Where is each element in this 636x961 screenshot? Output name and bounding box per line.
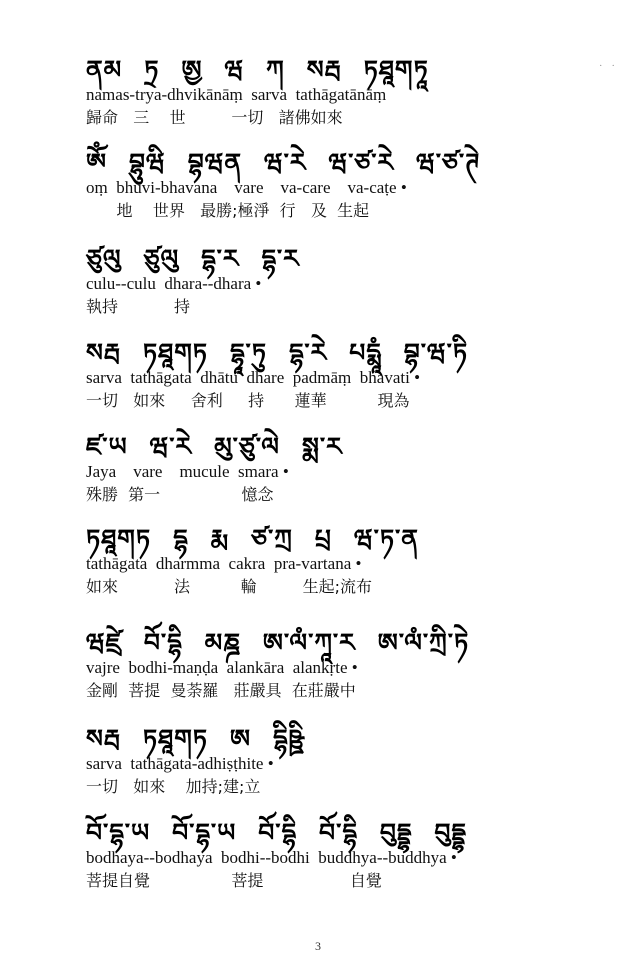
siddham-script-line <box>86 818 566 848</box>
siddham-word: ཝ་ཙ་ཊེ <box>416 148 481 177</box>
siddham-word: པྲ <box>314 524 332 553</box>
siddham-word: ཨ་ལཾ་ཀཱ་ར <box>262 628 356 657</box>
chinese-gloss-line: 一切 如來 舍利 持 蓮華 現為 <box>86 391 410 410</box>
siddham-word: ཏཐཱགཏ <box>86 524 152 553</box>
siddham-word: རྨ <box>210 524 230 553</box>
siddham-word: བོ་དྷ་ཡ <box>172 818 237 847</box>
siddham-word: མཎྜ <box>204 628 241 657</box>
siddham-word: བྷཝན <box>187 148 243 177</box>
siddham-word: སརྦ <box>86 338 121 367</box>
siddham-word: བྷུཝི <box>129 148 166 177</box>
siddham-word: ཀ <box>266 55 285 84</box>
romanized-line: culu--culu dhara--dhara • <box>86 274 262 293</box>
siddham-script-line <box>86 724 566 754</box>
romanized-line: sarva tathāgata-adhiṣṭhite • <box>86 754 274 773</box>
siddham-word: ཨྱ <box>181 55 203 84</box>
siddham-script-line <box>86 628 566 658</box>
siddham-word: སརྦ <box>86 724 121 753</box>
siddham-word: དྷཱ་ཏུ <box>230 338 267 367</box>
page-number: 3 <box>315 939 321 953</box>
siddham-word: དྷ <box>173 524 189 553</box>
chinese-gloss-line: 殊勝 第一 憶念 <box>86 485 274 504</box>
siddham-word: སརྦ <box>306 55 342 84</box>
verse-block <box>86 724 566 798</box>
chinese-gloss-line: 如來 法 輪 生起;流布 <box>86 577 372 596</box>
siddham-word: ཝ་རེ <box>149 432 193 461</box>
siddham-word: ཏྲ <box>144 55 160 84</box>
siddham-word: དྷ་ར <box>261 244 300 273</box>
romanized-line: Jaya vare mucule smara • <box>86 462 289 481</box>
verse-block <box>86 628 566 702</box>
corner-mark: · · <box>598 60 618 72</box>
chinese-gloss-line: 地 世界 最勝;極淨 行 及 生起 <box>86 201 370 220</box>
siddham-word: ཏཐཱགཏ <box>142 338 209 367</box>
siddham-word: མུ་ཙུ་ལེ <box>214 432 280 461</box>
siddham-word: བོ་དྷ་ཡ <box>86 818 151 847</box>
siddham-word: དྷིཥྛི <box>273 724 305 753</box>
chinese-gloss-line: 菩提自覺 菩提 自覺 <box>86 871 382 890</box>
siddham-word: ཏཐཱགཏ <box>142 724 209 753</box>
siddham-script-line <box>86 524 566 554</box>
siddham-word: བོ་དྷི <box>143 628 183 657</box>
siddham-script-line <box>86 244 566 274</box>
siddham-word: བོ་དྷི <box>319 818 358 847</box>
siddham-script-line <box>86 338 566 368</box>
siddham-word: ཙུལུ <box>143 244 180 273</box>
siddham-word: ཛ་ཡ <box>86 432 128 461</box>
siddham-word: པདྨཱཾ <box>349 338 382 367</box>
romanized-line: bodhaya--bodhaya bodhi--bodhi buddhya--buddhya • <box>86 848 457 867</box>
verse-block <box>86 432 566 506</box>
siddham-word: བྷ་ཝ་ཏི <box>403 338 469 367</box>
chinese-gloss-line: 歸命 三 世 一切 諸佛如來 <box>86 108 343 127</box>
siddham-script-line <box>86 55 566 85</box>
verse-block <box>86 244 566 318</box>
siddham-word: ཨོཾ <box>86 148 108 177</box>
siddham-word: ཨ་ལཾ་ཀྲི་ཏེ <box>377 628 470 657</box>
siddham-word: བོ་དྷི <box>258 818 298 847</box>
romanized-line: tathāgata dharmma cakra pra-vartana • <box>86 554 362 573</box>
siddham-word: ཝ <box>224 55 245 84</box>
siddham-script-line <box>86 432 566 462</box>
siddham-word: སྨ་ར <box>301 432 343 461</box>
siddham-word: ཝ་ཙ་རེ <box>328 148 395 177</box>
romanized-line: oṃ bhuvi-bhavana vare va-care va-caṭe • <box>86 178 407 197</box>
siddham-word: དྷ་རེ <box>288 338 328 367</box>
siddham-word: བུདྡྷ <box>379 818 413 847</box>
romanized-line: namas-trya-dhvikānāṃ sarva tathāgatānāṃ <box>86 85 387 104</box>
verse-block <box>86 55 566 129</box>
siddham-word: ཝཛྲེ <box>86 628 122 657</box>
siddham-word: ཝ་ཏ་ན <box>353 524 419 553</box>
romanized-line: sarva tathāgata dhātu dhare padmāṃ bhavati • <box>86 368 421 387</box>
chinese-gloss-line: 一切 如來 加持;建;立 <box>86 777 261 796</box>
chinese-gloss-line: 金剛 菩提 曼荼羅 莊嚴具 在莊嚴中 <box>86 681 356 700</box>
verse-block <box>86 338 566 412</box>
siddham-word: དྷ་ར <box>201 244 240 273</box>
siddham-word: ཙུལུ <box>86 244 122 273</box>
siddham-word: ཙ་ཀྲ <box>251 524 293 553</box>
verse-block <box>86 818 566 892</box>
verse-block <box>86 524 566 598</box>
siddham-word: བུདྡྷ <box>434 818 467 847</box>
siddham-script-line <box>86 148 566 178</box>
verse-block <box>86 148 566 222</box>
siddham-word: ཏཐཱགཏཱ <box>363 55 429 84</box>
romanized-line: vajre bodhi-maṇḍa alankāra alankṛte • <box>86 658 358 677</box>
chinese-gloss-line: 執持 持 <box>86 297 190 316</box>
siddham-word: ཨ <box>230 724 252 753</box>
siddham-word: ནམ <box>86 55 123 84</box>
siddham-word: ཝ་རེ <box>264 148 307 177</box>
